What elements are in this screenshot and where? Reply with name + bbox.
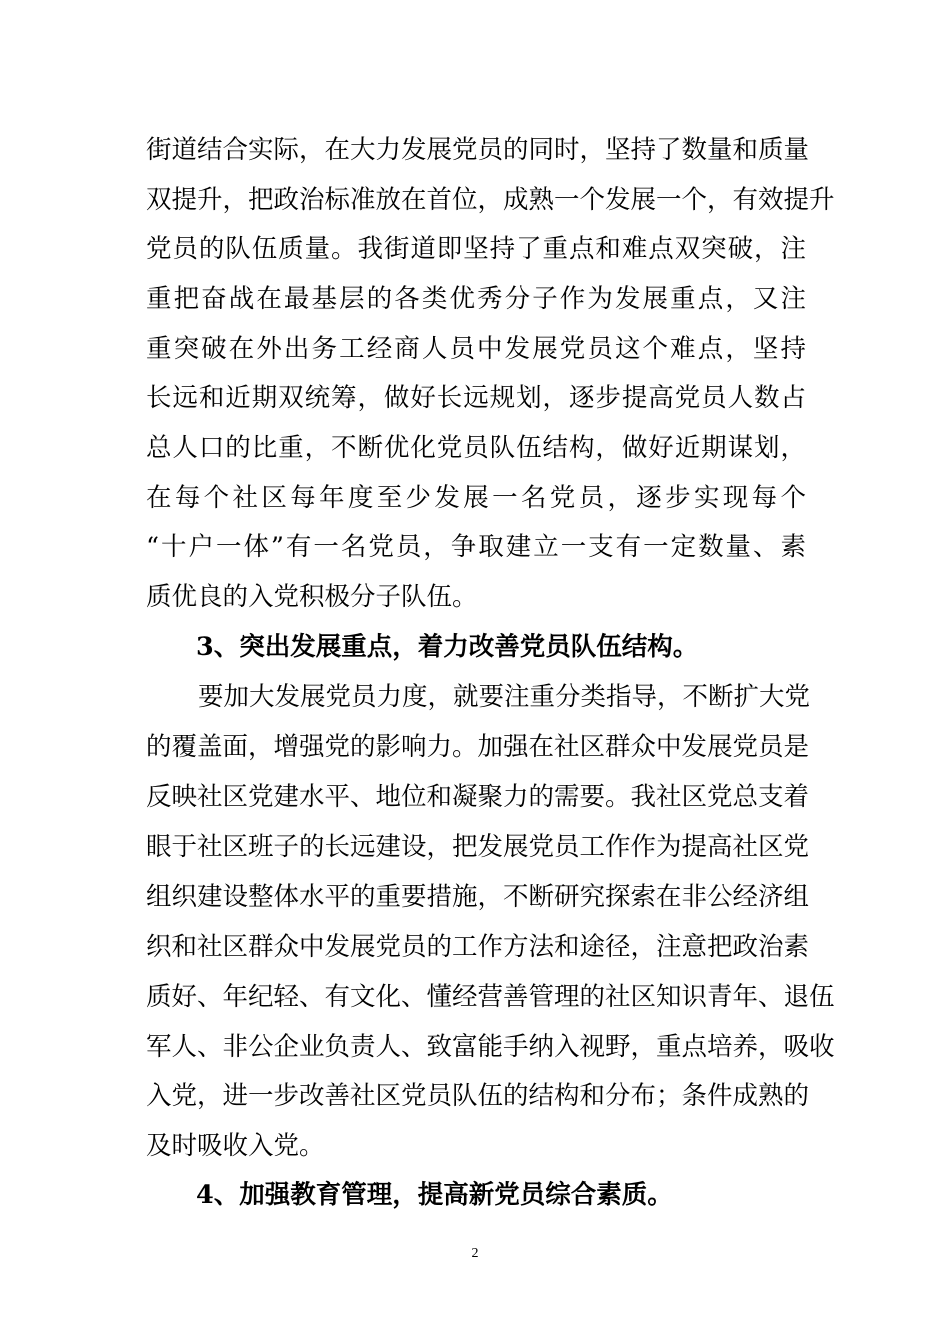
section-heading-3: 3、突出发展重点，着力改善党员队伍结构。 xyxy=(196,632,699,662)
paragraph-2-line: 要加大发展党员力度，就要注重分类指导，不断扩大党 xyxy=(198,682,811,712)
paragraph-2-line: 反映社区党建水平、地位和凝聚力的需要。我社区党总支着 xyxy=(146,782,810,812)
paragraph-2-line: 及时吸收入党。 xyxy=(146,1131,325,1161)
paragraph-1-line: 街道结合实际，在大力发展党员的同时，坚持了数量和质量 xyxy=(146,135,810,165)
paragraph-2-line: 入党，进一步改善社区党员队伍的结构和分布；条件成熟的 xyxy=(146,1081,810,1111)
paragraph-1-line: 质优良的入党积极分子队伍。 xyxy=(146,582,478,612)
section-heading-4: 4、加强教育管理，提高新党员综合素质。 xyxy=(196,1180,673,1210)
paragraph-2-line: 军人、非公企业负责人、致富能手纳入视野，重点培养，吸收 xyxy=(146,1032,835,1062)
paragraph-1-line: 长远和近期双统筹，做好长远规划，逐步提高党员人数占 xyxy=(146,383,806,413)
page-number: 2 xyxy=(471,1246,479,1261)
paragraph-1-line: 总人口的比重，不断优化党员队伍结构，做好近期谋划， xyxy=(146,433,806,463)
paragraph-2-line: 眼于社区班子的长远建设，把发展党员工作作为提高社区党 xyxy=(146,832,810,862)
paragraph-1-line: 在每个社区每年度至少发展一名党员，逐步实现每个 xyxy=(146,483,806,513)
paragraph-1-line: “十户一体”有一名党员，争取建立一支有一定数量、素 xyxy=(146,532,806,562)
paragraph-2-line: 组织建设整体水平的重要措施，不断研究探索在非公经济组 xyxy=(146,882,810,912)
paragraph-1-line: 党员的队伍质量。我街道即坚持了重点和难点双突破，注 xyxy=(146,234,806,264)
paragraph-2-line: 的覆盖面，增强党的影响力。加强在社区群众中发展党员是 xyxy=(146,732,810,762)
paragraph-1-line: 重突破在外出务工经商人员中发展党员这个难点，坚持 xyxy=(146,334,806,364)
paragraph-1-line: 双提升，把政治标准放在首位，成熟一个发展一个，有效提升 xyxy=(146,185,835,215)
paragraph-2-line: 织和社区群众中发展党员的工作方法和途径，注意把政治素 xyxy=(146,932,810,962)
paragraph-1-line: 重把奋战在最基层的各类优秀分子作为发展重点，又注 xyxy=(146,284,806,314)
paragraph-2-line: 质好、年纪轻、有文化、懂经营善管理的社区知识青年、退伍 xyxy=(146,982,835,1012)
